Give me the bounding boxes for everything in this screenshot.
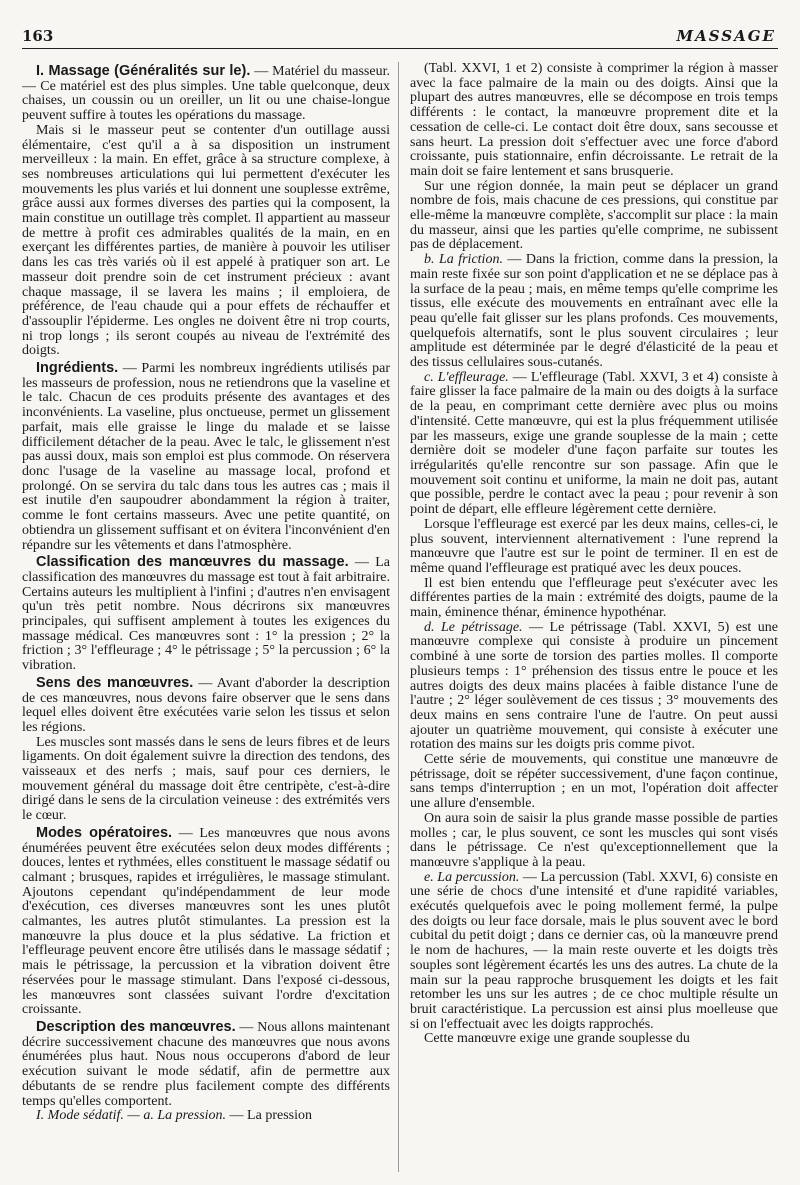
paragraph-text: Lorsque l'effleurage est exercé par les deux mains, celles-ci, le plus souvent, interviennent alternativement : l'une reprend la manœuvre que l'autre est sur le point de terminer. Il en est de même quand l'effleurage est pratiqué avec les deux pouces. — [410, 516, 778, 576]
section-heading: Sens des manœuvres. — [36, 674, 194, 691]
paragraph-text: — Nous allons maintenant décrire successivement chacune des manœuvres que nous avons énumérées plus haut. Nous nous occuperons d'abord de leur exécution suivant le mode sédatif, afin de permettre aux débutants de se rendre plus facilement compte des différents temps qu'elles comportent. — [22, 1020, 390, 1109]
paragraph — [410, 371, 778, 518]
section-heading: Modes opératoires. — [36, 824, 173, 841]
paragraph — [22, 555, 390, 674]
paragraph-text: Cette manœuvre exige une grande souplesse du — [424, 1031, 690, 1047]
section-heading: Ingrédients. — [36, 360, 119, 377]
header-rule — [22, 48, 778, 49]
paragraph-text: — Dans la friction, comme dans la pression, la main reste fixée sur son point d'application et ne se déplace pas à la surface de la peau ; mais, en même temps qu'elle comprime les tissus, elle exécute des mouvements en entraînant avec elle la peau qu'elle fait glisser sur les plans profonds. Ces mouvements, quelquefois alternatifs, sont le plus souvent circulaires ; leur amplitude est déterminée par le degré d'élasticité de la peau et des tissus cellulaires sous-cutanés. — [410, 252, 778, 371]
paragraph — [22, 124, 390, 359]
paragraph — [410, 253, 778, 371]
paragraph-text: — Matériel du masseur. — Ce matériel est des plus simples. Une table quelconque, deux chaises, un coussin ou un oreiller, un lit ou une chaise-longue peuvent suffire à toutes les opérations du massage. — [22, 64, 390, 124]
page-number: 163 — [22, 27, 54, 45]
paragraph-text: Cette série de mouvements, qui constitue une manœuvre de pétrissage, doit se répéter successivement, d'une façon continue, sans temps d'interruption ; en un mot, l'opération doit affecter une allure d'ensemble. — [410, 752, 778, 812]
section-heading: Description des manœuvres. — [36, 1019, 236, 1035]
paragraph — [410, 753, 778, 812]
paragraph — [410, 180, 778, 254]
subsection-heading: I. Mode sédatif. — a. La pression. — [36, 1108, 227, 1124]
paragraph-text: — La percussion (Tabl. XXVI, 6) consiste en une série de chocs d'une intensité et d'une rapidité variables, exécutés quelquefois avec le poing mollement fermé, la pulpe des doigts ou leur face dorsale, mais le plus souvent avec le bord cubital du petit doigt ; dans ce dernier cas, où la manœuvre prend le nom de hachures, — la main reste ouverte et les doigts très souples sont légèrement écartés les uns des autres. La chute de la main sur la peau rapproche brusquement les doigts et les fait retomber les uns sur les autres ; de ce choc multiple résulte un bruit caractéristique. La percussion est ainsi plus moelleuse que si on l'effectuait avec les doigts rapprochés. — [410, 869, 778, 1032]
paragraph-text: Il est bien entendu que l'effleurage peut s'exécuter avec les différentes parties de la main : extrémité des doigts, paume de la main, éminence thénar, éminence hypothénar. — [410, 575, 778, 621]
paragraph-text: — Les manœuvres que nous avons énumérées peuvent être exécutées selon deux modes différents ; douces, lentes et rythmées, elles constituent le massage sédatif ou calmant ; brusques, rapides et irrégulières, le massage stimulant. Ajoutons cependant qu'indépendamment de leur mode d'exécution, ces diverses manœuvres sont les unes plutôt calmantes, les autres plutôt stimulantes. La pression est la manœuvre la plus douce et la plus sédative. La friction et l'effleurage peuvent encore être utilisés dans le massage sédatif ; mais le pétrissage, la percussion et la vibration doivent être réservées pour le massage stimulant. Dans l'exposé ci-dessous, les manœuvres sont classées suivant l'ordre d'excitation croissante. — [22, 825, 390, 1018]
left-column — [22, 62, 390, 1177]
paragraph — [22, 1020, 390, 1109]
paragraph — [22, 1109, 390, 1124]
paragraph-text: — La classification des manœuvres du massage est tout à fait arbitraire. Certains auteurs les multiplient à l'infini ; d'autres n'en envisagent qu'un très petit nombre. Nous décrirons six manœuvres principales, qui suffisent amplement à toutes les exigences du massage médical. Ces manœuvres sont : 1° la pression ; 2° la friction ; 3° l'effleurage ; 4° le pétrissage ; 5° la percussion ; 6° la vibration. — [22, 555, 390, 674]
subsection-heading: d. Le pétrissage. — [424, 619, 523, 635]
paragraph — [22, 736, 390, 824]
section-heading: I. Massage (Généralités sur le). — [36, 63, 251, 79]
paragraph-text: Sur une région donnée, la main peut se déplacer un grand nombre de fois, mais chacune de ces pressions, qui constitue par elle-même la manœuvre complète, s'accomplit sur place : la main du masseur, ainsi que les parties qu'elle comprime, ne subissent pas de déplacement. — [410, 178, 778, 253]
paragraph-text: — Parmi les nombreux ingrédients utilisés par les masseurs de profession, nous ne retiendrons que la vaseline et le talc. Chacun de ces produits présente des avantages et des inconvénients. La vaseline, plus onctueuse, permet un glissement parfait, mais elle graisse le linge du malade et se laisse difficilement détacher de la peau. Avec le talc, le glissement n'est pas aussi doux, mais son emploi est plus commode. On réservera donc l'usage de la vaseline au massage local, profond et prolongé. On se servira du talc dans tous les autres cas ; mais il est inutile d'en saupoudrer abondamment la région à traiter, comme le font certains masseurs. Avec une petite quantité, on obtiendra un glissement suffisant et on évitera l'inconvénient d'en répandre sur les vêtements et dans l'atmosphère. — [22, 361, 390, 553]
subsection-heading: b. La friction. — [424, 252, 503, 268]
paragraph — [22, 64, 390, 124]
paragraph — [410, 812, 778, 871]
subsection-heading: e. La percussion. — [424, 869, 520, 885]
paragraph-text: On aura soin de saisir la plus grande masse possible de parties molles ; car, le plus souvent, ce sont les muscles qui sont visés dans le pétrissage. Ce n'est qu'exceptionnellement que la manœuvre s'applique à la peau. — [410, 810, 778, 870]
running-title: MASSAGE — [676, 27, 776, 45]
paragraph — [22, 361, 390, 553]
paragraph-text: (Tabl. XXVI, 1 et 2) consiste à comprimer la région à masser avec la face palmaire de la main ou des doigts. Ainsi que la plupart des autres manœuvres, elle se décompose en trois temps différents : le contact, la manœuvre proprement dite et la cessation de celle-ci. Le contact doit être doux, sans secousse et sans heurt. La pression doit s'effectuer avec une force d'abord croissante, puis stationnaire, enfin décroissante. Le retrait de la main doit se faire lentement et sans brusquerie. — [410, 62, 778, 179]
paragraph — [410, 577, 778, 621]
paragraph-text: — L'effleurage (Tabl. XXVI, 3 et 4) consiste à faire glisser la face palmaire de la main ou des doigts à la surface de la peau, en comprimant cette dernière avec plus ou moins d'intensité. Cette manœuvre, qui est la plus fréquemment utilisée par les masseurs, exige une grande souplesse de la main ; cette dernière doit se modeler d'une façon parfaite sur toutes les irrégularités qu'elle rencontre sur son passage. Afin que le mouvement soit continu et uniforme, la main ne doit pas, autant que possible, perdre le contact avec la peau ; pour revenir à son point de départ, elle effleure légèrement cette dernière. — [410, 369, 778, 518]
paragraph-text: — Avant d'aborder la description de ces manœuvres, nous devons faire observer que le sens dans lequel elles doivent être exécutées varie selon les tissus et selon les régions. — [22, 675, 390, 735]
column-divider — [398, 62, 399, 1172]
paragraph-text: Mais si le masseur peut se contenter d'un outillage aussi élémentaire, c'est qu'il a à sa disposition un instrument merveilleux : la main. En effet, grâce à sa structure complexe, à ses nombreuses articulations qui lui permettent d'exécuter les mouvements les plus variés et lui donnent une souplesse extrême, grâce aussi aux formes diverses des parties qui la composent, la main constitue un outillage très complet. Il appartient au masseur de mettre à profit ces admirables qualités de la main, en en exerçant les différentes parties, de manière à pouvoir les utiliser dans les cas très variés où il est appelé à pratiquer son art. Le masseur doit prendre soin de cet instrument précieux : avant chaque massage, il se lavera les mains ; il emploiera, de préférence, de l'eau chaude qui a pour effets de réchauffer et d'assouplir l'épiderme. Les ongles ne doivent être ni trop courts, ni trop longs ; ils seront coupés au niveau de l'extrémité des doigts. — [22, 122, 390, 359]
paragraph — [410, 871, 778, 1033]
paragraph-text: — Le pétrissage (Tabl. XXVI, 5) est une manœuvre complexe qui consiste à produire un pincement combiné à une sorte de torsion des parties molles. Il comporte plusieurs temps : 1° préhension des tissus entre le pouce et les autres doigts des deux mains placées à faible distance l'une de l'autre ; 2° léger soulèvement de ces tissus ; 3° mouvements des deux mains en sens contraire l'une de l'autre. On peut aussi ajouter un quatrième mouvement, qui consiste à exécuter une rotation des mains sur les doigts pris comme pivot. — [410, 619, 778, 753]
paragraph — [410, 518, 778, 577]
paragraph — [410, 621, 778, 753]
paragraph — [22, 676, 390, 736]
paragraph-text: — La pression — [226, 1108, 312, 1124]
paragraph — [22, 826, 390, 1018]
subsection-heading: c. L'effleurage. — [424, 369, 509, 385]
section-heading: Classification des manœuvres du massage. — [36, 554, 349, 571]
paragraph — [410, 1032, 778, 1047]
paragraph — [410, 62, 778, 180]
paragraph-text: Les muscles sont massés dans le sens de leurs fibres et de leurs ligaments. On doit également suivre la direction des tendons, des vaisseaux et des nerfs ; mais, sauf pour ces derniers, le mouvement général du massage doit être centripète, c'est-à-dire dirigé dans le sens de la circulation veineuse : des extrémités vers le cœur. — [22, 734, 390, 824]
right-column — [410, 62, 778, 1177]
